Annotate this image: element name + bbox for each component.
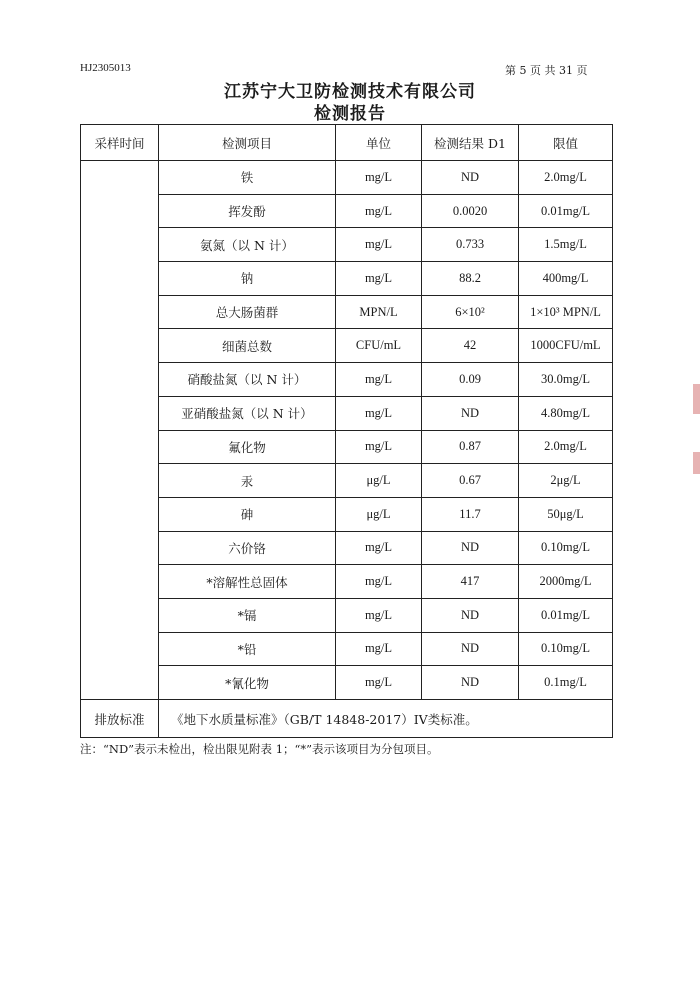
unit-cell: μg/L <box>336 464 422 498</box>
item-cell: 砷 <box>159 497 336 531</box>
limit-cell: 4.80mg/L <box>519 396 613 430</box>
page-number: 第 5 页 共 31 页 <box>505 64 588 77</box>
result-cell: 88.2 <box>422 262 519 296</box>
item-cell: 汞 <box>159 464 336 498</box>
unit-cell: mg/L <box>336 228 422 262</box>
result-cell: ND <box>422 396 519 430</box>
unit-cell: mg/L <box>336 598 422 632</box>
item-cell: 钠 <box>159 262 336 296</box>
result-cell: 0.09 <box>422 363 519 397</box>
item-cell: 硝酸盐氮（以 N 计） <box>159 363 336 397</box>
limit-cell: 1.5mg/L <box>519 228 613 262</box>
result-cell: ND <box>422 531 519 565</box>
item-cell: 六价铬 <box>159 531 336 565</box>
limit-cell: 0.1mg/L <box>519 666 613 700</box>
result-cell: 0.87 <box>422 430 519 464</box>
unit-cell: MPN/L <box>336 295 422 329</box>
standard-row <box>81 700 613 738</box>
item-cell: 铁 <box>159 161 336 195</box>
unit-cell: mg/L <box>336 565 422 599</box>
item-cell: 氟化物 <box>159 430 336 464</box>
unit-cell: mg/L <box>336 161 422 195</box>
standard-label: 排放标准 <box>81 700 159 738</box>
item-cell: 细菌总数 <box>159 329 336 363</box>
sampling-time-cell <box>81 161 159 700</box>
document-id: HJ2305013 <box>80 62 131 74</box>
item-cell: 亚硝酸盐氮（以 N 计） <box>159 396 336 430</box>
limit-cell: 0.01mg/L <box>519 598 613 632</box>
table-row <box>81 666 613 700</box>
limit-cell: 2.0mg/L <box>519 161 613 195</box>
limit-cell: 2μg/L <box>519 464 613 498</box>
limit-cell: 30.0mg/L <box>519 363 613 397</box>
table-row <box>81 329 613 363</box>
unit-cell: mg/L <box>336 430 422 464</box>
unit-cell: mg/L <box>336 632 422 666</box>
table-row <box>81 598 613 632</box>
item-cell: *溶解性总固体 <box>159 565 336 599</box>
header-limit: 限值 <box>519 125 613 161</box>
unit-cell: mg/L <box>336 194 422 228</box>
limit-cell: 400mg/L <box>519 262 613 296</box>
red-stamp-edge <box>693 452 700 474</box>
header-item: 检测项目 <box>159 125 336 161</box>
header-result: 检测结果 D1 <box>422 125 519 161</box>
red-stamp-edge <box>693 384 700 414</box>
unit-cell: mg/L <box>336 262 422 296</box>
result-cell: ND <box>422 632 519 666</box>
table-row <box>81 228 613 262</box>
result-cell: ND <box>422 666 519 700</box>
item-cell: 总大肠菌群 <box>159 295 336 329</box>
limit-cell: 1×10³ MPN/L <box>519 295 613 329</box>
result-cell: 11.7 <box>422 497 519 531</box>
unit-cell: mg/L <box>336 363 422 397</box>
header-unit: 单位 <box>336 125 422 161</box>
table-row <box>81 363 613 397</box>
table-row <box>81 194 613 228</box>
table-row <box>81 565 613 599</box>
results-table <box>80 124 613 738</box>
result-cell: 42 <box>422 329 519 363</box>
company-name: 江苏宁大卫防检测技术有限公司 <box>224 82 476 102</box>
table-header-row <box>81 125 613 161</box>
result-cell: ND <box>422 598 519 632</box>
result-cell: 6×10² <box>422 295 519 329</box>
table-row <box>81 497 613 531</box>
table-row <box>81 161 613 195</box>
result-cell: ND <box>422 161 519 195</box>
standard-value: 《地下水质量标准》（GB/T 14848-2017）IV类标准。 <box>159 700 613 738</box>
limit-cell: 2.0mg/L <box>519 430 613 464</box>
limit-cell: 2000mg/L <box>519 565 613 599</box>
table-row <box>81 396 613 430</box>
result-cell: 0.733 <box>422 228 519 262</box>
footnote: 注：“ND”表示未检出，检出限见附表 1；“*”表示该项目为分包项目。 <box>80 742 439 756</box>
table-row <box>81 262 613 296</box>
result-cell: 0.0020 <box>422 194 519 228</box>
limit-cell: 50μg/L <box>519 497 613 531</box>
result-cell: 417 <box>422 565 519 599</box>
limit-cell: 0.01mg/L <box>519 194 613 228</box>
item-cell: *氰化物 <box>159 666 336 700</box>
unit-cell: CFU/mL <box>336 329 422 363</box>
unit-cell: μg/L <box>336 497 422 531</box>
item-cell: *铅 <box>159 632 336 666</box>
limit-cell: 0.10mg/L <box>519 632 613 666</box>
limit-cell: 1000CFU/mL <box>519 329 613 363</box>
unit-cell: mg/L <box>336 396 422 430</box>
unit-cell: mg/L <box>336 666 422 700</box>
header-sampling-time: 采样时间 <box>81 125 159 161</box>
unit-cell: mg/L <box>336 531 422 565</box>
result-cell: 0.67 <box>422 464 519 498</box>
item-cell: 挥发酚 <box>159 194 336 228</box>
report-title: 检测报告 <box>314 104 386 124</box>
limit-cell: 0.10mg/L <box>519 531 613 565</box>
table-row <box>81 531 613 565</box>
table-row <box>81 430 613 464</box>
table-row <box>81 464 613 498</box>
item-cell: *镉 <box>159 598 336 632</box>
item-cell: 氨氮（以 N 计） <box>159 228 336 262</box>
table-row <box>81 632 613 666</box>
table-row <box>81 295 613 329</box>
